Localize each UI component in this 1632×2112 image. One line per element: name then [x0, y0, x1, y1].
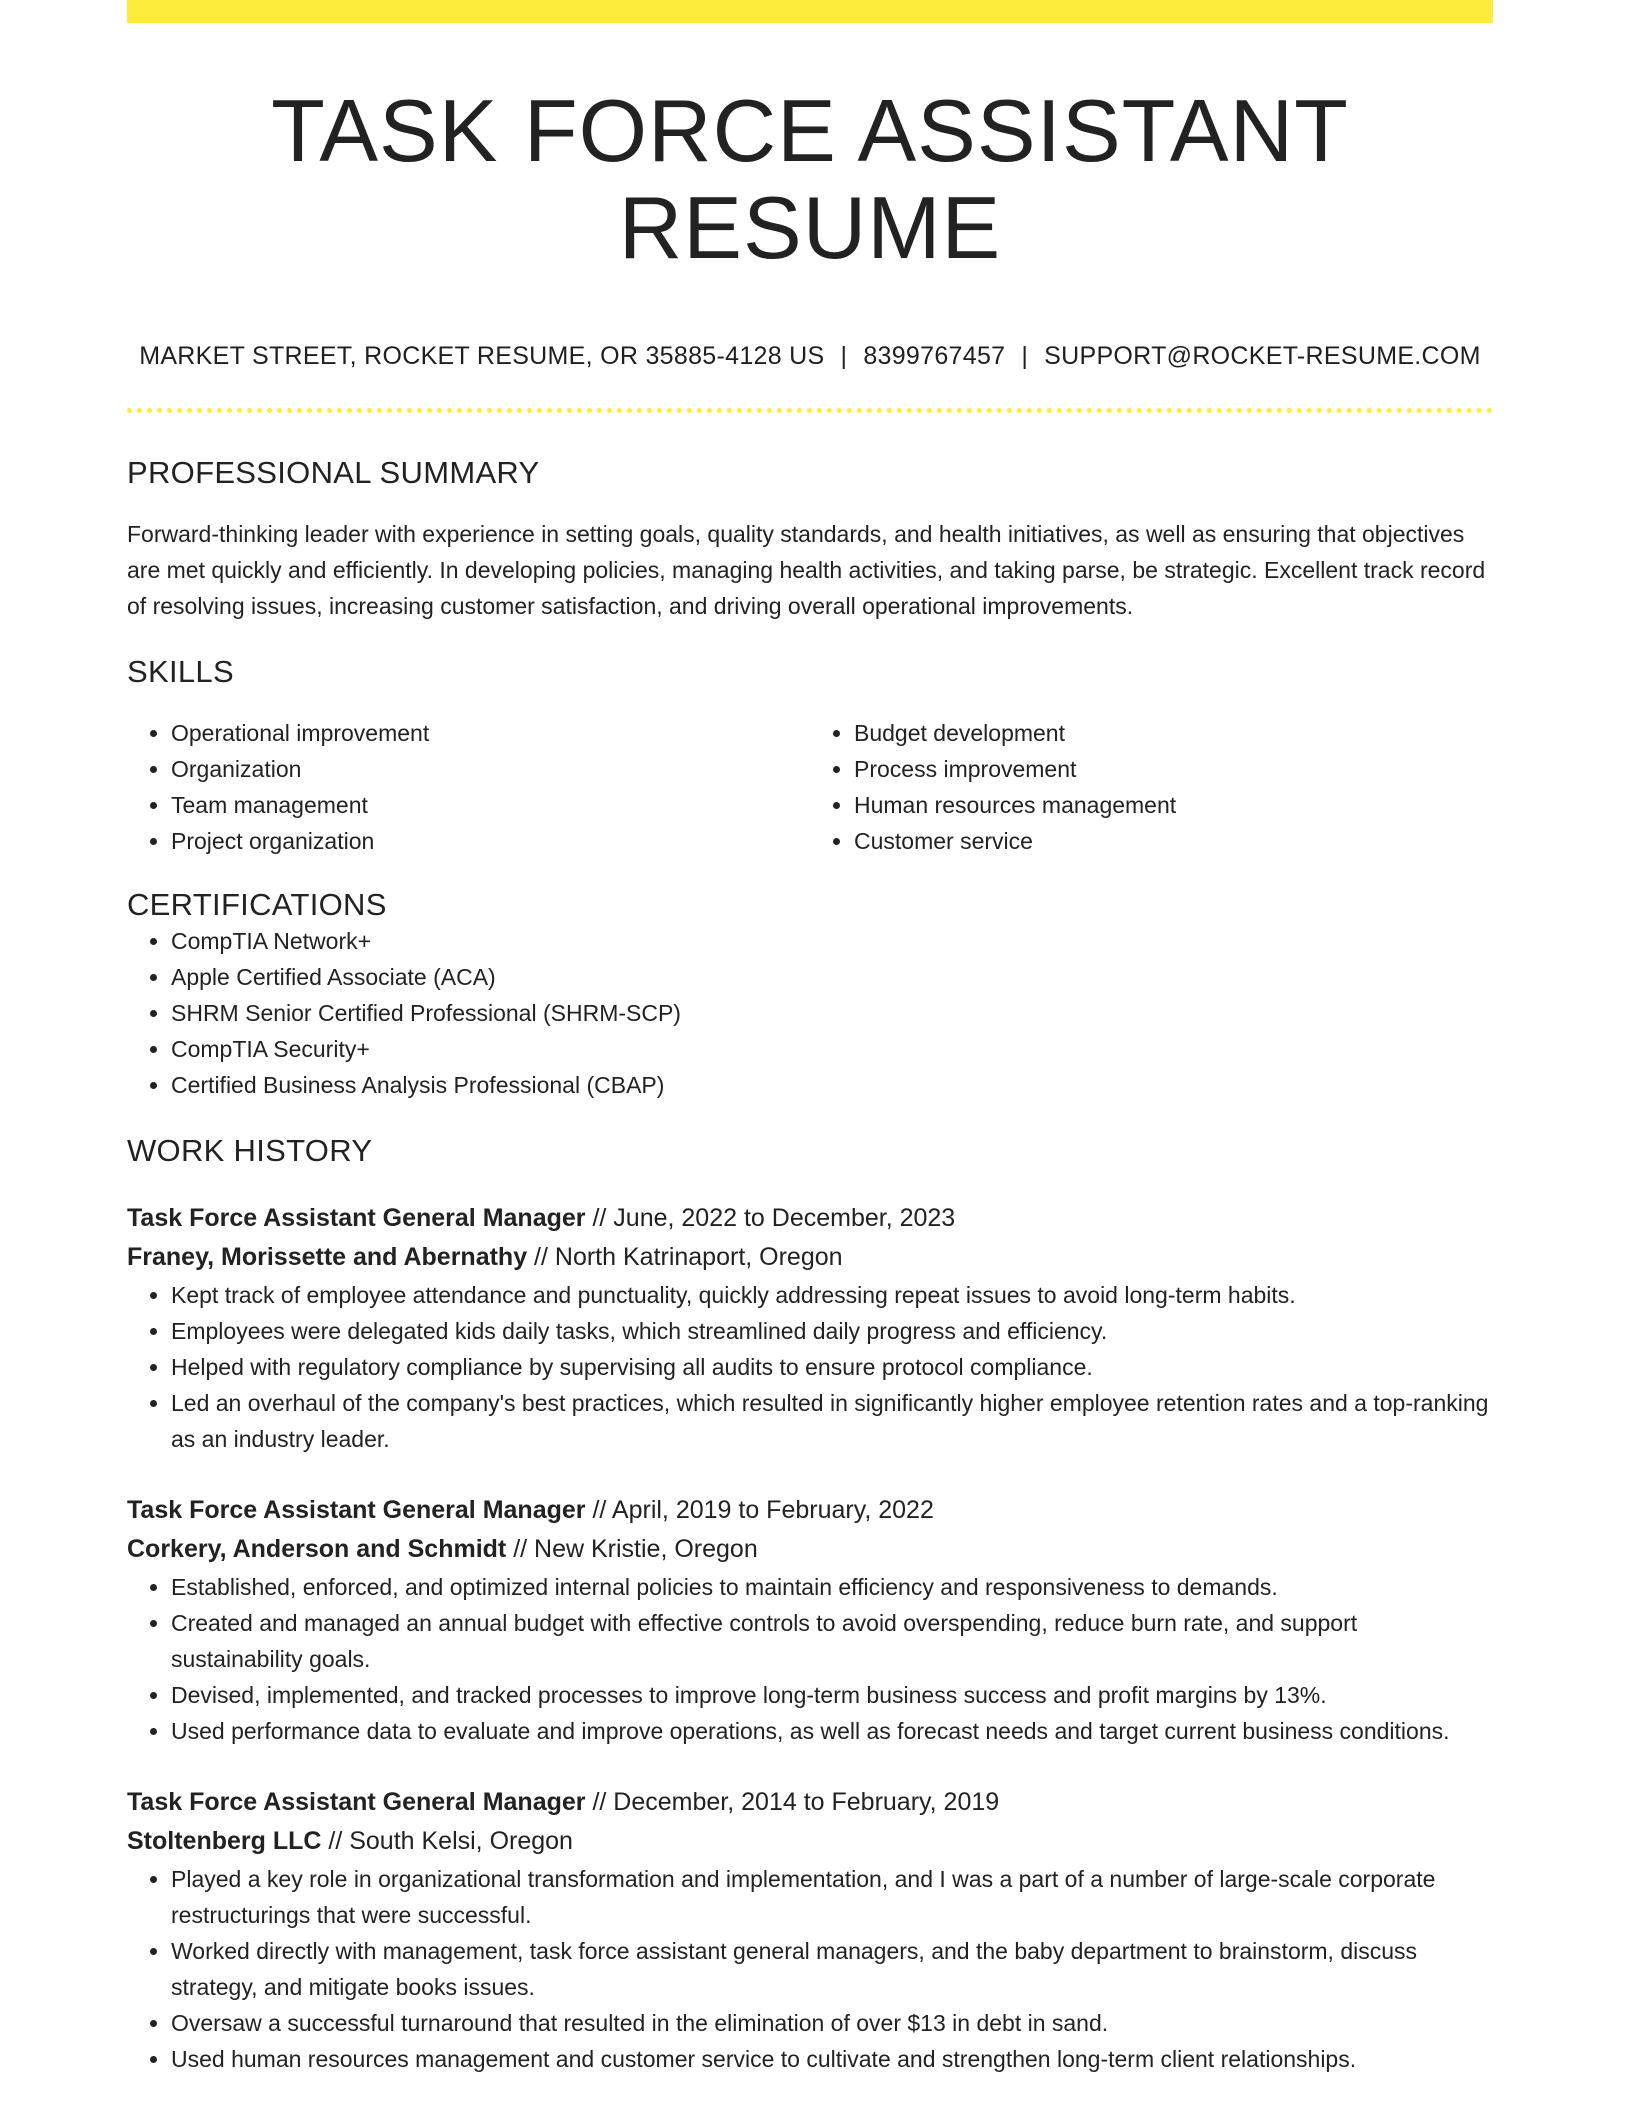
job-location: // South Kelsi, Oregon — [321, 1826, 573, 1855]
job-entry — [127, 1491, 1493, 1749]
job-bullets — [127, 1861, 1493, 2077]
list-item: • Devised, implemented, and tracked processes to improve long-term business success and profit margins by 13%. — [171, 1677, 1493, 1713]
job-company: Stoltenberg LLC — [127, 1826, 322, 1855]
list-item: • Used human resources management and customer service to cultivate and strengthen long-term client relationships. — [171, 2041, 1493, 2077]
list-item: • Created and managed an annual budget with effective controls to avoid overspending, reduce burn rate, and support sustainability goals. — [171, 1605, 1493, 1677]
job-title: Task Force Assistant General Manager — [127, 1203, 586, 1232]
resume-title: TASK FORCE ASSISTANT RESUME — [271, 81, 1349, 277]
work-history-heading: WORK HISTORY — [127, 1132, 373, 1168]
job-bullets — [127, 1569, 1493, 1749]
contact-separator: | — [1021, 341, 1029, 370]
job-company-line — [127, 1530, 1493, 1569]
job-location: // North Katrinaport, Oregon — [527, 1242, 843, 1271]
list-item: • Led an overhaul of the company's best practices, which resulted in significantly higher employee retention rates and a top-ranking as an industry leader. — [171, 1385, 1493, 1457]
job-company: Franey, Morissette and Abernathy — [127, 1242, 528, 1271]
list-item: • Certified Business Analysis Professional (CBAP) — [171, 1067, 1493, 1103]
job-company: Corkery, Anderson and Schmidt — [127, 1534, 507, 1563]
job-dates: // April, 2019 to February, 2022 — [585, 1495, 934, 1524]
job-title: Task Force Assistant General Manager — [127, 1495, 586, 1524]
list-item: • Budget development — [854, 715, 1493, 751]
list-item: • Helped with regulatory compliance by supervising all audits to ensure protocol compliance. — [171, 1349, 1493, 1385]
skills-grid — [127, 715, 1493, 859]
list-item: • Employees were delegated kids daily tasks, which streamlined daily progress and efficiency. — [171, 1313, 1493, 1349]
top-accent-bar — [127, 0, 1493, 23]
list-item: • Kept track of employee attendance and punctuality, quickly addressing repeat issues to avoid long-term habits. — [171, 1277, 1493, 1313]
dotted-divider — [127, 408, 1493, 413]
certifications-heading: CERTIFICATIONS — [127, 886, 387, 922]
job-company-line — [127, 1822, 1493, 1861]
list-item: • CompTIA Security+ — [171, 1031, 1493, 1067]
contact-separator: | — [840, 341, 848, 370]
skills-heading: SKILLS — [127, 653, 234, 689]
list-item: • Team management — [171, 787, 810, 823]
contact-email: SUPPORT@ROCKET-RESUME.COM — [1044, 341, 1481, 370]
list-item: • Played a key role in organizational transformation and implementation, and I was a part of a number of large-scale corporate restructurings that were successful. — [171, 1861, 1493, 1933]
list-item: • Worked directly with management, task force assistant general managers, and the baby department to brainstorm, discuss strategy, and mitigate books issues. — [171, 1933, 1493, 2005]
list-item: • Apple Certified Associate (ACA) — [171, 959, 1493, 995]
contact-phone: 8399767457 — [863, 341, 1006, 370]
list-item: • CompTIA Network+ — [171, 923, 1493, 959]
job-dates: // December, 2014 to February, 2019 — [585, 1787, 1000, 1816]
skills-list-left — [127, 715, 810, 859]
certifications-list — [127, 923, 1493, 1103]
job-location: // New Kristie, Oregon — [506, 1534, 758, 1563]
contact-line — [127, 342, 1493, 371]
job-title-line — [127, 1491, 1493, 1530]
list-item: • Project organization — [171, 823, 810, 859]
list-item: • Oversaw a successful turnaround that resulted in the elimination of over $13 in debt in sand. — [171, 2005, 1493, 2041]
list-item: • SHRM Senior Certified Professional (SHRM-SCP) — [171, 995, 1493, 1031]
list-item: • Organization — [171, 751, 810, 787]
job-title-line — [127, 1783, 1493, 1822]
list-item: • Human resources management — [854, 787, 1493, 823]
summary-heading: PROFESSIONAL SUMMARY — [127, 454, 540, 490]
resume-page — [127, 0, 1493, 2077]
list-item: • Process improvement — [854, 751, 1493, 787]
job-entry — [127, 1783, 1493, 2077]
job-entry — [127, 1199, 1493, 1457]
list-item: • Customer service — [854, 823, 1493, 859]
skills-list-right — [810, 715, 1493, 859]
job-title-line — [127, 1199, 1493, 1238]
contact-address: MARKET STREET, ROCKET RESUME, OR 35885-4128 US — [139, 341, 825, 370]
job-dates: // June, 2022 to December, 2023 — [585, 1203, 956, 1232]
job-bullets — [127, 1277, 1493, 1457]
list-item: • Operational improvement — [171, 715, 810, 751]
job-title: Task Force Assistant General Manager — [127, 1787, 586, 1816]
job-company-line — [127, 1238, 1493, 1277]
list-item: • Used performance data to evaluate and improve operations, as well as forecast needs and target current business conditions. — [171, 1713, 1493, 1749]
list-item: • Established, enforced, and optimized internal policies to maintain efficiency and responsiveness to demands. — [171, 1569, 1493, 1605]
summary-text: Forward-thinking leader with experience in setting goals, quality standards, and health initiatives, as well as ensuring that objectives are met quickly and efficiently. In developing policies, managing health activities, and taking parse, be strategic. Excellent track record of resolving issues, increasing customer satisfaction, and driving overall operational improvements. — [127, 520, 1486, 619]
